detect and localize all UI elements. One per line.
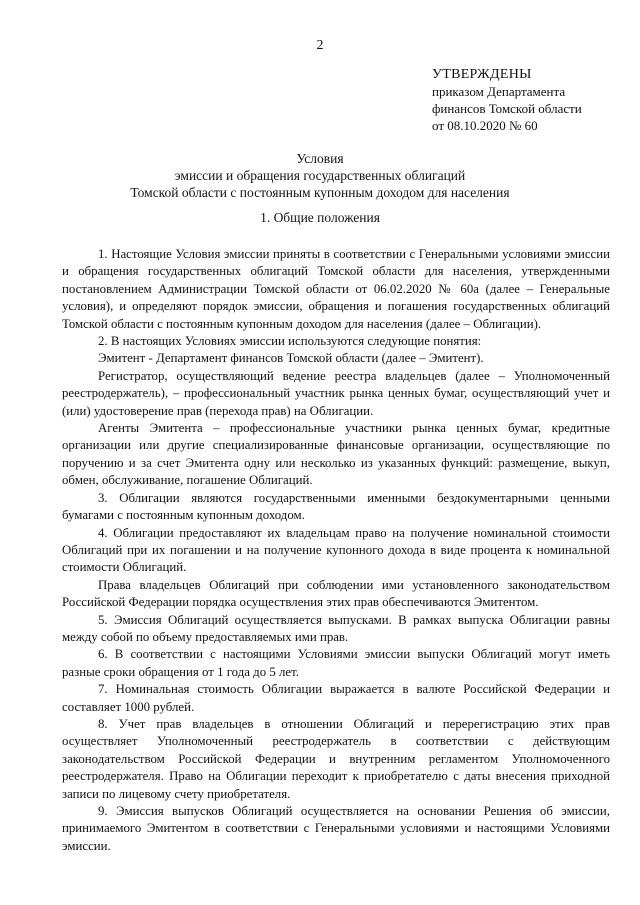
paragraph: 3. Облигации являются государственными именными бездокументарными ценными бумагами с постоянным купонным доходом. <box>62 490 610 523</box>
paragraph: 5. Эмиссия Облигаций осуществляется выпусками. В рамках выпуска Облигации равны между собой по объему предоставляемых ими прав. <box>62 612 610 644</box>
section-heading: 1. Общие положения <box>260 210 380 225</box>
paragraph: 1. Настоящие Условия эмиссии приняты в соответствии с Генеральными условиями эмиссии и обращения государственных облигаций Томской области для населения, утвержденными постановлением Администрации Томской области от 06.02.2020 № 60а (далее – Генеральные условия), и определяют порядок эмиссии, обращения и погашения государственных облигаций Томской области с постоянным купонным доходом для населения (далее – Облигации). <box>62 247 610 331</box>
title-line-2: эмиссии и обращения государственных облигаций <box>174 168 466 183</box>
approval-block <box>432 66 582 134</box>
paragraph: Агенты Эмитента – профессиональные участники рынка ценных бумаг, кредитные организации или другие специализированные финансовые организации, осуществляющие по поручению и за счет Эмитента одну или несколько из указанных функций: размещение, выкуп, обмен, обслуживание, погашение Облигаций. <box>62 421 610 488</box>
approval-line-department: финансов Томской области <box>432 101 582 116</box>
title-line-1: Условия <box>296 151 344 166</box>
document-body <box>62 246 610 855</box>
approval-title: УТВЕРЖДЕНЫ <box>432 67 532 82</box>
paragraph: 8. Учет прав владельцев в отношении Облигаций и перерегистрацию этих прав осуществляет Уполномоченный реестродержатель в соответствии с действующим законодательством Российской Федерации и внутренним регламентом Уполномоченного реестродержателя. Право на Облигации переходит к приобретателю с даты внесения приходной записи по лицевому счету приобретателя. <box>62 716 610 801</box>
approval-line-order: приказом Департамента <box>432 84 566 99</box>
paragraph: Эмитент - Департамент финансов Томской области (далее – Эмитент). <box>98 351 484 366</box>
paragraph: 7. Номинальная стоимость Облигации выражается в валюте Российской Федерации и составляет 1000 рублей. <box>62 682 610 714</box>
paragraph: 9. Эмиссия выпусков Облигаций осуществляется на основании Решения об эмиссии, принимаемого Эмитентом в соответствии с Генеральными условиями и настоящими Условиями эмиссии. <box>62 804 610 853</box>
approval-line-date: от 08.10.2020 № 60 <box>432 118 538 133</box>
paragraph: 6. В соответствии с настоящими Условиями эмиссии выпуски Облигаций могут иметь разные сроки обращения от 1 года до 5 лет. <box>62 647 610 679</box>
title-line-3: Томской области с постоянным купонным доходом для населения <box>130 185 510 200</box>
paragraph: 2. В настоящих Условиях эмиссии используются следующие понятия: <box>98 334 482 349</box>
paragraph: Регистратор, осуществляющий ведение реестра владельцев (далее – Уполномоченный реестродержатель), – профессиональный участник рынка ценных бумаг, осуществляющий учет и (или) удостоверение прав (перехода прав) на Облигации. <box>62 368 610 418</box>
page-number: 2 <box>316 38 324 53</box>
paragraph: Права владельцев Облигаций при соблюдении ими установленного законодательством Российской Федерации порядка осуществления этих прав обеспечиваются Эмитентом. <box>62 577 610 610</box>
paragraph: 4. Облигации предоставляют их владельцам право на получение номинальной стоимости Облигаций при их погашении и на получение купонного дохода в виде процента к номинальной стоимости Облигаций. <box>62 525 610 575</box>
document-title <box>0 150 640 201</box>
